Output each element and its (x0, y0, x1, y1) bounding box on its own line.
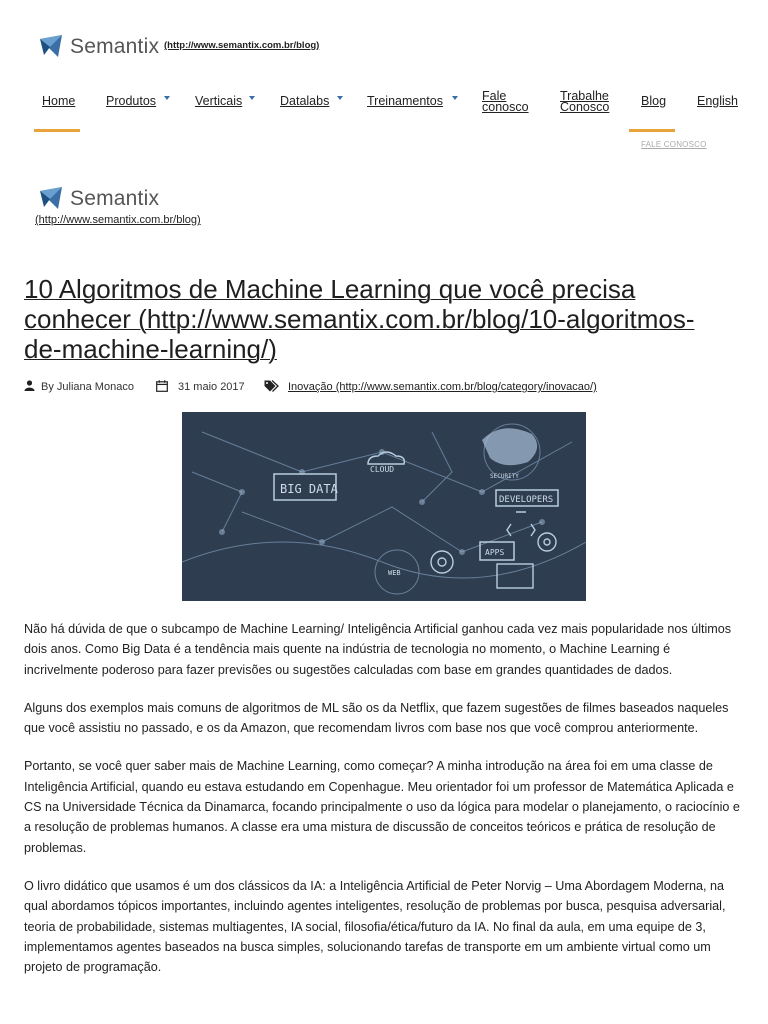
nav-item-fale-line1: Fale (482, 89, 507, 103)
image-label-developers: DEVELOPERS (499, 495, 554, 505)
chevron-down-icon[interactable] (337, 96, 343, 100)
nav-active-indicator-blog (629, 129, 675, 132)
main-nav (0, 88, 768, 138)
article-category-link[interactable]: Inovação (http://www.semantix.com.br/blog/category/inovacao/) (288, 381, 597, 393)
semantix-logo-icon (38, 185, 66, 213)
article-body (24, 619, 746, 995)
article-paragraph: Alguns dos exemplos mais comuns de algoritmos de ML são os da Netflix, que fazem sugestões de filmes baseados naqueles que você assistiu no passado, e os da Amazon, que recomendam livros com base nos que você comprou anteriormente. (24, 700, 729, 736)
image-label-web: WEB (388, 569, 401, 577)
nav-item-blog[interactable]: Blog (641, 94, 667, 108)
tags-icon (264, 380, 279, 392)
nav-item-fale-conosco[interactable] (482, 91, 529, 113)
article-date: 31 maio 2017 (178, 381, 245, 393)
header-logo[interactable] (38, 33, 159, 61)
nav-item-trabalhe-line2: Conosco (560, 100, 610, 114)
blog-logo[interactable] (38, 185, 159, 213)
article-author: By Juliana Monaco (41, 381, 134, 393)
chevron-down-icon[interactable] (249, 96, 255, 100)
image-label-cloud: CLOUD (370, 465, 395, 474)
image-label-security: SECURITY (490, 473, 519, 480)
article-meta (24, 379, 744, 395)
nav-item-home[interactable]: Home (42, 94, 76, 108)
article-hero-image (182, 412, 586, 601)
nav-item-english[interactable]: English (697, 94, 738, 108)
article-paragraph: Não há dúvida de que o subcampo de Machine Learning/ Inteligência Artificial ganhou cada vez mais popularidade nos últimos dois anos. Como Big Data é a tendência mais quente na indústria de tecnologia no momento, o Machine Learning é incrivelmente poderoso para fazer previsões ou sugestões calculadas com base em grandes quantidades de dados. (24, 622, 732, 677)
user-icon (24, 380, 35, 391)
nav-item-fale-line2: conosco (482, 100, 529, 114)
nav-item-produtos[interactable]: Produtos (106, 94, 157, 108)
chevron-down-icon[interactable] (164, 96, 170, 100)
semantix-logo-icon (38, 33, 66, 61)
blog-logo-text: Semantix (70, 187, 160, 210)
header-logo-link[interactable]: (http://www.semantix.com.br/blog) (164, 40, 320, 51)
nav-item-verticais[interactable]: Verticais (195, 94, 243, 108)
nav-item-datalabs[interactable]: Datalabs (280, 94, 330, 108)
header-logo-text: Semantix (70, 35, 160, 58)
article-title (24, 274, 724, 364)
calendar-icon (156, 380, 168, 392)
nav-item-trabalhe-line1: Trabalhe (560, 89, 609, 103)
article-paragraph: O livro didático que usamos é um dos clássicos da IA: a Inteligência Artificial de Peter Norvig – Uma Abordagem Moderna, na qual abordamos tópicos importantes, incluindo agentes inteligentes, resolução de problemas por busca, pesquisa adversarial, teoria de probabilidade, sistemas multiagentes, IA social, filosofia/ética/futuro da IA. No final da aula, em uma equipe de 3, implementamos agentes baseados na busca simples, solucionando tarefas de transporte em um ambiente virtual como um projeto de programação. (24, 878, 726, 975)
image-label-apps: APPS (485, 548, 505, 557)
chevron-down-icon[interactable] (452, 96, 458, 100)
nav-active-indicator-home (34, 129, 80, 132)
image-label-big-data: BIG DATA (280, 482, 338, 496)
submenu-fale-conosco[interactable]: FALE CONOSCO (641, 140, 707, 149)
article-title-link[interactable]: 10 Algoritmos de Machine Learning que você precisa conhecer (http://www.semantix.com.br/blog/10-algoritmos-de-machine-learning/) (24, 274, 695, 364)
article-paragraph: Portanto, se você quer saber mais de Machine Learning, como começar? A minha introdução na área foi em uma classe de Inteligência Artificial, quando eu estava estudando em Copenhague. Meu orientador foi um professor de Matemática Aplicada e CS na Universidade Técnica da Dinamarca, focando principalmente o uso da lógica para modelar o planejamento, o raciocínio e a resolução de problemas humanos. A classe era uma mistura de discussão de conceitos teóricos e prática de resolução de problemas. (24, 759, 740, 855)
blog-logo-link[interactable]: (http://www.semantix.com.br/blog) (35, 214, 201, 226)
nav-item-treinamentos[interactable]: Treinamentos (367, 94, 443, 108)
nav-item-trabalhe-conosco[interactable] (560, 91, 609, 113)
